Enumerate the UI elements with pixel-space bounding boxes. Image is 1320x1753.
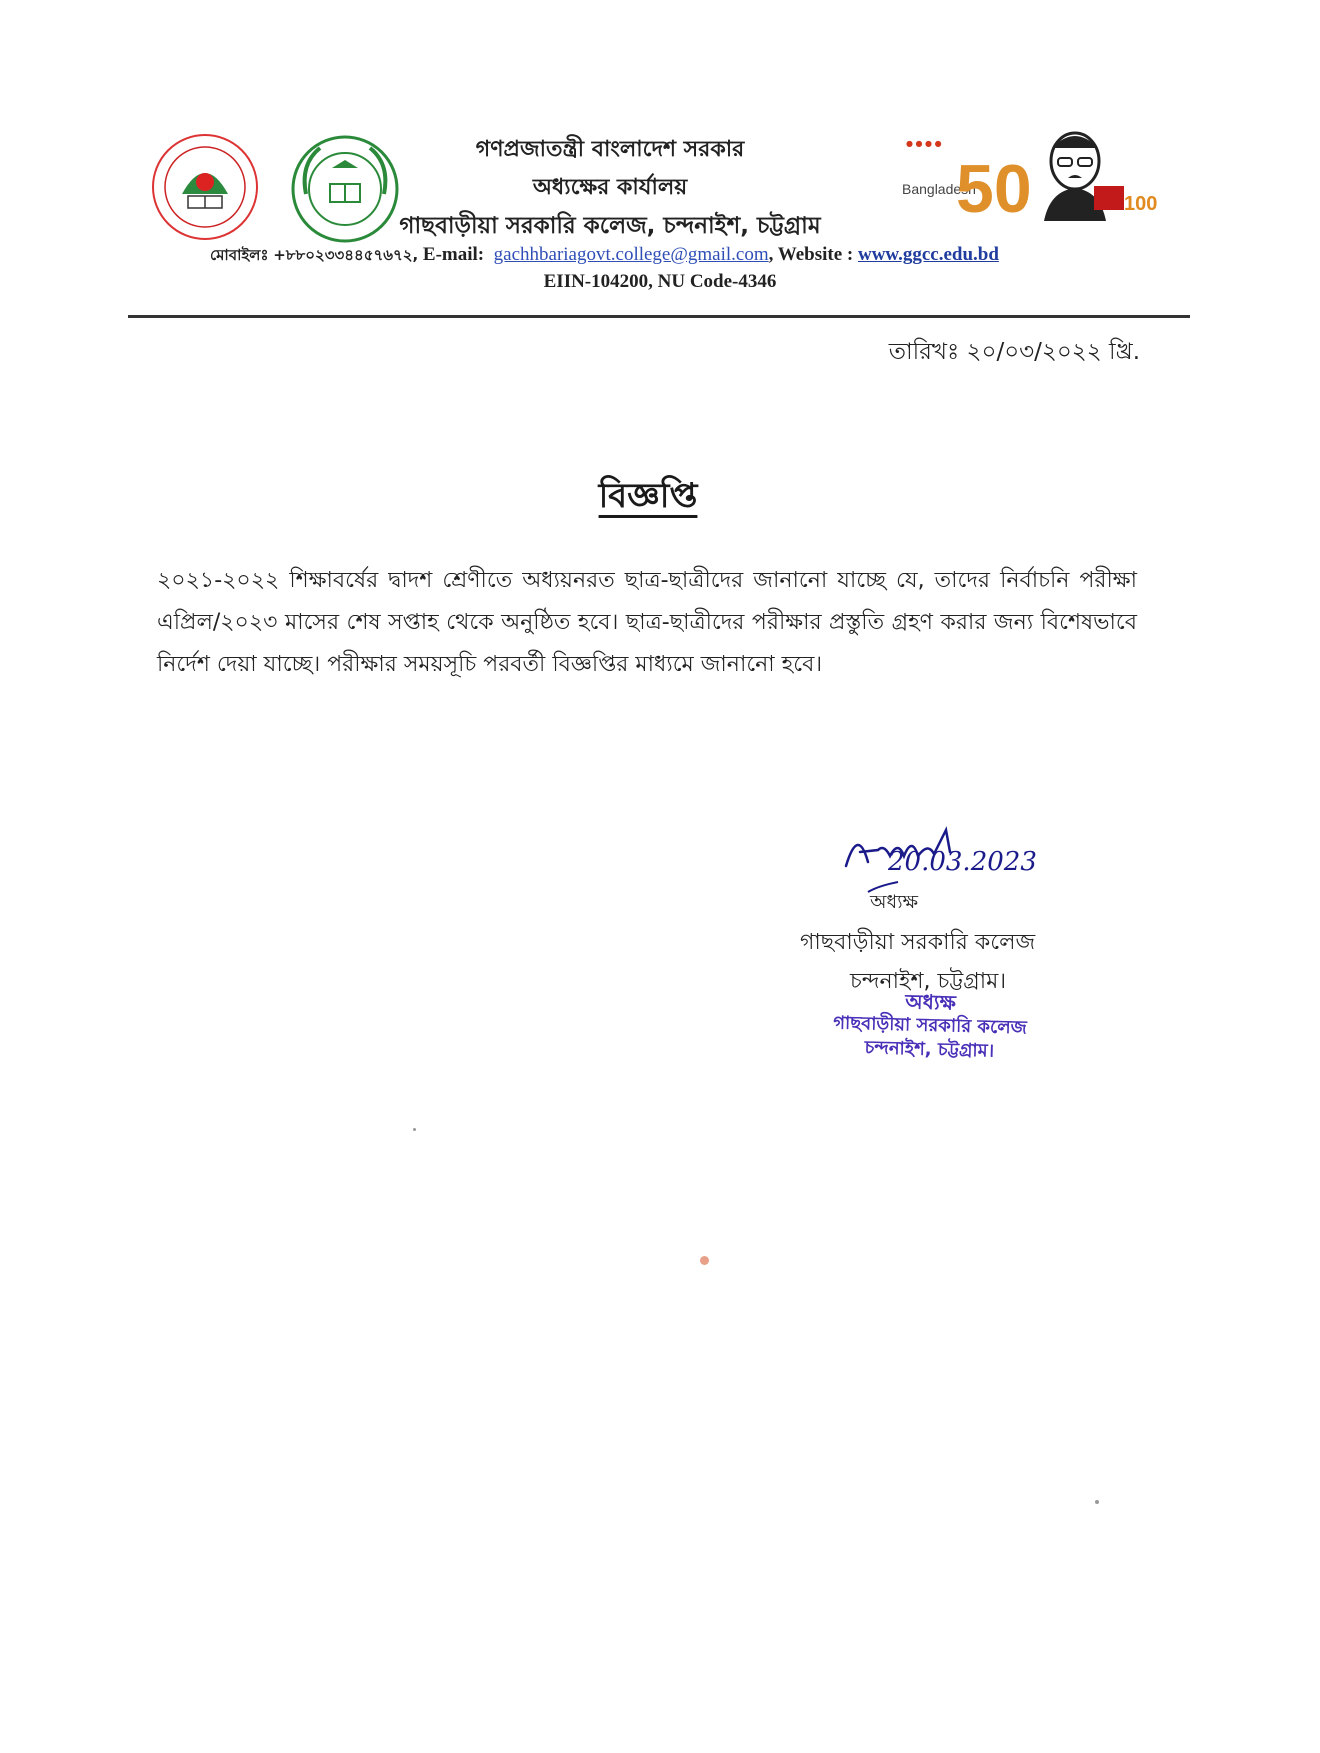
scan-speck xyxy=(413,1128,416,1131)
seal-line-place: চন্দনাইশ, চট্টগ্রাম। xyxy=(864,1037,995,1062)
contact-line xyxy=(210,244,1110,269)
mobile-number: +৮৮০২৩৩৪৪৫৭৬৭২, xyxy=(273,246,419,264)
scan-speck xyxy=(700,1256,709,1265)
signatory-place: চন্দনাইশ, চট্টগ্রাম। xyxy=(850,969,1007,994)
notice-date: তারিখঃ ২০/০৩/২০২২ খ্রি. xyxy=(888,339,1140,365)
email-label: E-mail: xyxy=(422,244,485,265)
signatory-college: গাছবাড়ীয়া সরকারি কলেজ xyxy=(800,930,1036,955)
mobile-label: মোবাইলঃ xyxy=(210,246,269,264)
notice-title-text: বিজ্ঞপ্তি xyxy=(598,476,698,516)
office-name: অধ্যক্ষের কার্যালয় xyxy=(532,175,688,200)
notice-body: ২০২১-২০২২ শিক্ষাবর্ষের দ্বাদশ শ্রেণীতে অধ্যয়নরত ছাত্র-ছাত্রীদের জানানো যাচ্ছে যে, তাদের নির্বাচনি পরীক্ষা এপ্রিল/২০২৩ মাসের শেষ সপ্তাহ থেকে অনুষ্ঠিত হবে। ছাত্র-ছাত্রীদের পরীক্ষার প্রস্তুতি গ্রহণ করার জন্য বিশেষভাবে নির্দেশ দেয়া যাচ্ছে। পরীক্ষার সময়সূচি পরবর্তী বিজ্ঞপ্তির মাধ্যমে জানানো হবে। xyxy=(157,568,1137,677)
logo-bangladesh-text: Bangladesh xyxy=(902,181,976,197)
svg-text:● ● ● ●: ● ● ● ● xyxy=(906,139,942,148)
signature-date: 20.03.2023 xyxy=(888,847,1037,877)
logo-100-text: 100 xyxy=(1124,193,1158,215)
official-seal-stamp xyxy=(799,987,1061,1066)
eiin-nu-code: EIIN-104200, NU Code-4346 xyxy=(543,271,777,292)
government-name: গণপ্রজাতন্ত্রী বাংলাদেশ সরকার xyxy=(475,137,745,162)
email-link[interactable]: gachhbariagovt.college@gmail.com xyxy=(493,244,769,265)
seal-line-title: অধ্যক্ষ xyxy=(905,989,957,1015)
website-link[interactable]: www.ggcc.edu.bd xyxy=(857,244,999,265)
scan-speck xyxy=(1095,1500,1099,1504)
website-label: , Website : xyxy=(768,244,854,265)
seal-line-college: গাছবাড়ীয়া সরকারি কলেজ xyxy=(833,1012,1028,1039)
logo-50-text: 50 xyxy=(956,151,1032,227)
header-divider xyxy=(128,315,1190,318)
college-name: গাছবাড়ীয়া সরকারি কলেজ, চন্দনাইশ, চট্টগ্রাম xyxy=(399,213,821,239)
notice-title xyxy=(0,470,1296,527)
signatory-title: অধ্যক্ষ xyxy=(870,891,919,913)
